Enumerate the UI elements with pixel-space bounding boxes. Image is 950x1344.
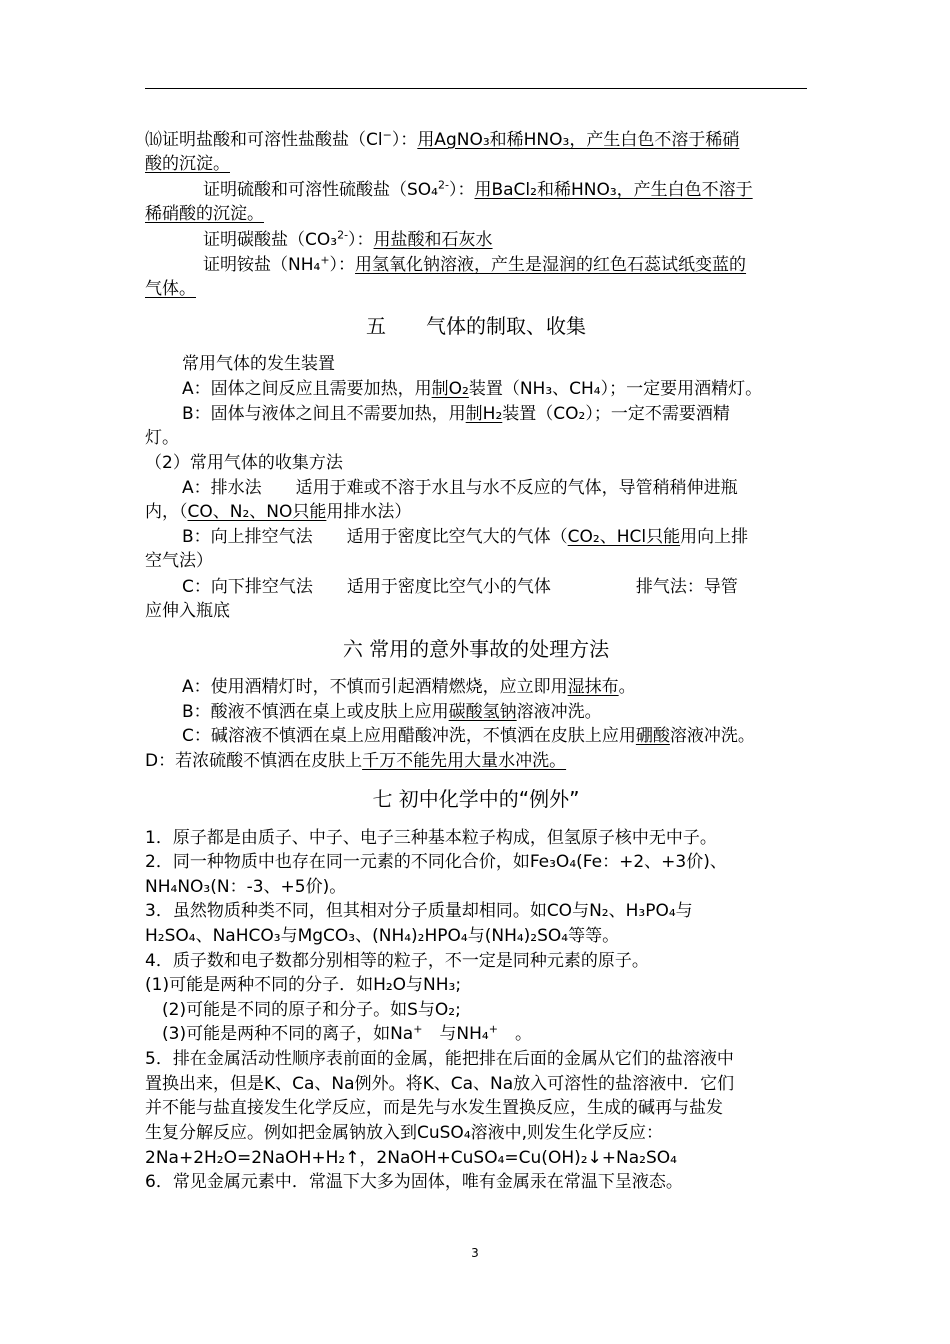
text-line: (3)可能是两种不同的离子，如Na+ 与NH₄+ 。 [162,1022,532,1044]
text-line: A：使用酒精灯时，不慎而引起酒精燃烧，应立即用湿抹布。 [182,677,636,697]
text-line: C：碱溶液不慎洒在桌上应用醋酸冲洗，不慎洒在皮肤上应用硼酸溶液冲洗。 [182,726,755,746]
text-line: 证明铵盐（NH₄+）：用氢氧化钠溶液，产生是湿润的红色石蕊试纸变蓝的 [203,253,747,275]
text-line: 灯。 [145,428,179,448]
text-line: A：固体之间反应且需要加热，用制O₂装置（NH₃、CH₄）；一定要用酒精灯。 [182,379,763,399]
section-heading: 五 气体的制取、收集 [366,314,586,338]
text-line: B：酸液不慎洒在桌上或皮肤上应用碳酸氢钠溶液冲洗。 [182,702,602,722]
text-line: 生复分解反应。例如把金属钠放入到CuSO₄溶液中,则发生化学反应： [145,1123,664,1143]
text-line: 并不能与盐直接发生化学反应，而是先与水发生置换反应，生成的碱再与盐发 [145,1098,723,1118]
text-line: 应伸入瓶底 [145,601,230,621]
header-rule [145,88,807,89]
page-number: 3 [471,1246,479,1260]
text-line: 常用气体的发生装置 [182,354,335,374]
text-line: 6．常见金属元素中．常温下大多为固体，唯有金属汞在常温下呈液态。 [145,1172,683,1192]
text-line: 稀硝酸的沉淀。 [145,204,264,224]
text-line: H₂SO₄、NaHCO₃与MgCO₃、(NH₄)₂HPO₄与(NH₄)₂SO₄等等。 [145,926,620,946]
text-line: (1)可能是两种不同的分子．如H₂O与NH₃; [145,975,462,995]
section-heading: 七 初中化学中的“例外” [372,787,580,811]
text-line: 证明碳酸盐（CO₃$^{2-}$）：用盐酸和石灰水 [203,228,493,250]
text-line: 2．同一种物质中也存在同一元素的不同化合价，如Fe₃O₄(Fe：+2、+3价)、 [145,852,727,872]
text-line: 内，（CO、N₂、NO只能用排水法） [145,502,412,522]
text-line: ⒃证明盐酸和可溶性盐酸盐（Cl−）：用AgNO₃和稀HNO₃，产生白色不溶于稀硝 [145,128,740,150]
text-line: D：若浓硫酸不慎洒在皮肤上千万不能先用大量水冲洗。 [145,751,567,771]
text-line: 4．质子数和电子数都分别相等的粒子，不一定是同种元素的原子。 [145,951,649,971]
text-line: B：向上排空气法 适用于密度比空气大的气体（CO₂、HCl只能用向上排 [182,527,749,547]
text-line: 气体。 [145,279,196,299]
text-line: C：向下排空气法 适用于密度比空气小的气体 排气法：导管 [182,577,738,597]
text-line: 置换出来，但是K、Ca、Na例外。将K、Ca、Na放入可溶性的盐溶液中．它们 [145,1074,735,1094]
text-line: （2）常用气体的收集方法 [145,453,343,473]
text-line: A：排水法 适用于难或不溶于水且与水不反应的气体，导管稍稍伸进瓶 [182,478,738,498]
text-line: 空气法） [145,551,213,571]
text-line: (2)可能是不同的原子和分子。如S与O₂; [162,1000,461,1020]
text-line: 2Na+2H₂O=2NaOH+H₂↑，2NaOH+CuSO₄=Cu(OH)₂↓+Na₂SO₄ [145,1148,677,1168]
section-heading: 六 常用的意外事故的处理方法 [342,637,610,661]
text-line: 酸的沉淀。 [145,154,230,174]
text-line: 3．虽然物质种类不同，但其相对分子质量却相同。如CO与N₂、H₃PO₄与 [145,901,693,921]
text-line: 5．排在金属活动性顺序表前面的金属，能把排在后面的金属从它们的盐溶液中 [145,1049,734,1069]
text-line: NH₄NO₃(N：-3、+5价)。 [145,877,347,897]
text-line: B：固体与液体之间且不需要加热，用制H₂装置（CO₂）；一定不需要酒精 [182,404,730,424]
text-line: 1．原子都是由质子、中子、电子三种基本粒子构成，但氢原子核中无中子。 [145,828,717,848]
text-line: 证明硫酸和可溶性硫酸盐（SO₄$^{2-}$）：用BaCl₂和稀HNO₃，产生白色不溶于 [203,178,753,200]
